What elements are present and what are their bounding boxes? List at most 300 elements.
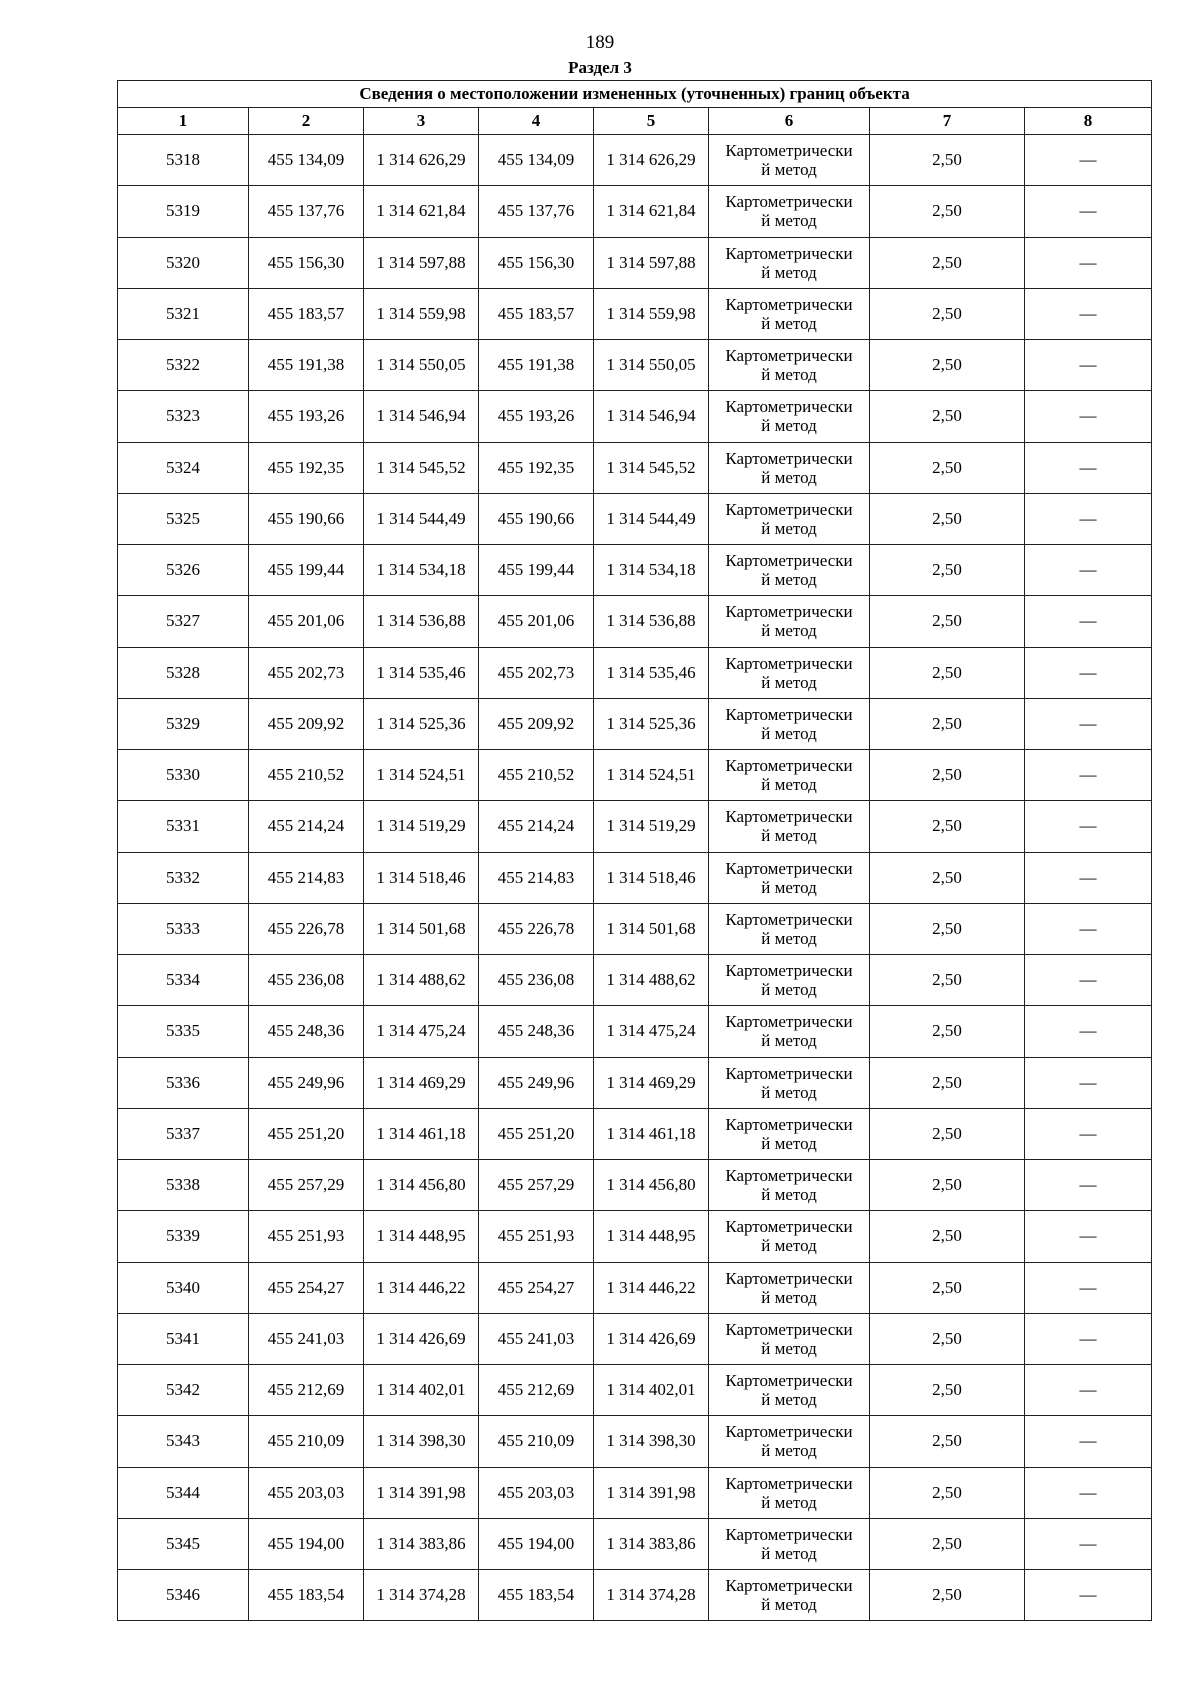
accuracy-value: 2,50 bbox=[870, 391, 1025, 442]
column-header: 6 bbox=[709, 108, 870, 135]
accuracy-value: 2,50 bbox=[870, 903, 1025, 954]
point-number: 5323 bbox=[118, 391, 249, 442]
x-coordinate-old: 455 156,30 bbox=[249, 237, 364, 288]
x-coordinate-new: 455 190,66 bbox=[479, 493, 594, 544]
x-coordinate-old: 455 134,09 bbox=[249, 135, 364, 186]
x-coordinate-new: 455 251,93 bbox=[479, 1211, 594, 1262]
table-row bbox=[118, 391, 1152, 442]
method-text-line1: Картометрически bbox=[725, 909, 853, 929]
x-coordinate-old: 455 248,36 bbox=[249, 1006, 364, 1057]
accuracy-value: 2,50 bbox=[870, 288, 1025, 339]
method-text-line2: й метод bbox=[761, 1031, 817, 1051]
y-coordinate-old: 1 314 402,01 bbox=[364, 1365, 479, 1416]
x-coordinate-old: 455 251,20 bbox=[249, 1108, 364, 1159]
x-coordinate-new: 455 236,08 bbox=[479, 955, 594, 1006]
y-coordinate-new: 1 314 383,86 bbox=[594, 1518, 709, 1569]
method-text-line1: Картометрически bbox=[725, 1319, 853, 1339]
note-value: — bbox=[1025, 135, 1152, 186]
y-coordinate-new: 1 314 374,28 bbox=[594, 1570, 709, 1621]
method-cell bbox=[709, 1570, 870, 1621]
table-row bbox=[118, 442, 1152, 493]
table-row bbox=[118, 852, 1152, 903]
point-number: 5343 bbox=[118, 1416, 249, 1467]
table-row bbox=[118, 1467, 1152, 1518]
y-coordinate-new: 1 314 621,84 bbox=[594, 186, 709, 237]
y-coordinate-old: 1 314 626,29 bbox=[364, 135, 479, 186]
note-value: — bbox=[1025, 340, 1152, 391]
point-number: 5328 bbox=[118, 647, 249, 698]
column-header: 5 bbox=[594, 108, 709, 135]
accuracy-value: 2,50 bbox=[870, 852, 1025, 903]
method-cell bbox=[709, 442, 870, 493]
table-row bbox=[118, 596, 1152, 647]
y-coordinate-new: 1 314 550,05 bbox=[594, 340, 709, 391]
column-header: 1 bbox=[118, 108, 249, 135]
y-coordinate-old: 1 314 469,29 bbox=[364, 1057, 479, 1108]
table-row bbox=[118, 801, 1152, 852]
method-text-line1: Картометрически bbox=[725, 141, 853, 161]
y-coordinate-new: 1 314 536,88 bbox=[594, 596, 709, 647]
point-number: 5334 bbox=[118, 955, 249, 1006]
accuracy-value: 2,50 bbox=[870, 1313, 1025, 1364]
method-text-line2: й метод bbox=[761, 211, 817, 231]
y-coordinate-new: 1 314 546,94 bbox=[594, 391, 709, 442]
method-text-line2: й метод bbox=[761, 1338, 817, 1358]
point-number: 5335 bbox=[118, 1006, 249, 1057]
y-coordinate-old: 1 314 525,36 bbox=[364, 698, 479, 749]
x-coordinate-new: 455 214,83 bbox=[479, 852, 594, 903]
method-cell bbox=[709, 647, 870, 698]
method-text-line2: й метод bbox=[761, 416, 817, 436]
table-row bbox=[118, 647, 1152, 698]
accuracy-value: 2,50 bbox=[870, 493, 1025, 544]
column-header: 2 bbox=[249, 108, 364, 135]
table-body bbox=[118, 135, 1152, 1621]
point-number: 5342 bbox=[118, 1365, 249, 1416]
method-text-line1: Картометрически bbox=[725, 397, 853, 417]
method-text-line1: Картометрически bbox=[725, 1371, 853, 1391]
accuracy-value: 2,50 bbox=[870, 1108, 1025, 1159]
method-text-line2: й метод bbox=[761, 365, 817, 385]
point-number: 5332 bbox=[118, 852, 249, 903]
note-value: — bbox=[1025, 698, 1152, 749]
x-coordinate-old: 455 210,52 bbox=[249, 750, 364, 801]
table-row bbox=[118, 1416, 1152, 1467]
table-row bbox=[118, 903, 1152, 954]
x-coordinate-old: 455 257,29 bbox=[249, 1160, 364, 1211]
x-coordinate-new: 455 226,78 bbox=[479, 903, 594, 954]
note-value: — bbox=[1025, 1365, 1152, 1416]
method-cell bbox=[709, 391, 870, 442]
method-cell bbox=[709, 186, 870, 237]
note-value: — bbox=[1025, 545, 1152, 596]
method-text-line1: Картометрически bbox=[725, 653, 853, 673]
x-coordinate-new: 455 241,03 bbox=[479, 1313, 594, 1364]
y-coordinate-old: 1 314 597,88 bbox=[364, 237, 479, 288]
method-text-line2: й метод bbox=[761, 1390, 817, 1410]
accuracy-value: 2,50 bbox=[870, 1518, 1025, 1569]
note-value: — bbox=[1025, 1108, 1152, 1159]
y-coordinate-new: 1 314 519,29 bbox=[594, 801, 709, 852]
method-text-line1: Картометрически bbox=[725, 858, 853, 878]
accuracy-value: 2,50 bbox=[870, 698, 1025, 749]
y-coordinate-new: 1 314 524,51 bbox=[594, 750, 709, 801]
accuracy-value: 2,50 bbox=[870, 1467, 1025, 1518]
table-row bbox=[118, 1365, 1152, 1416]
method-cell bbox=[709, 1262, 870, 1313]
note-value: — bbox=[1025, 1006, 1152, 1057]
accuracy-value: 2,50 bbox=[870, 955, 1025, 1006]
method-cell bbox=[709, 493, 870, 544]
point-number: 5321 bbox=[118, 288, 249, 339]
y-coordinate-new: 1 314 426,69 bbox=[594, 1313, 709, 1364]
method-text-line2: й метод bbox=[761, 1185, 817, 1205]
x-coordinate-new: 455 191,38 bbox=[479, 340, 594, 391]
y-coordinate-old: 1 314 534,18 bbox=[364, 545, 479, 596]
y-coordinate-old: 1 314 545,52 bbox=[364, 442, 479, 493]
note-value: — bbox=[1025, 288, 1152, 339]
method-text-line1: Картометрически bbox=[725, 756, 853, 776]
accuracy-value: 2,50 bbox=[870, 1262, 1025, 1313]
accuracy-value: 2,50 bbox=[870, 750, 1025, 801]
note-value: — bbox=[1025, 750, 1152, 801]
point-number: 5345 bbox=[118, 1518, 249, 1569]
method-text-line1: Картометрически bbox=[725, 602, 853, 622]
point-number: 5341 bbox=[118, 1313, 249, 1364]
method-text-line1: Картометрически bbox=[725, 807, 853, 827]
accuracy-value: 2,50 bbox=[870, 545, 1025, 596]
table-row bbox=[118, 237, 1152, 288]
y-coordinate-old: 1 314 550,05 bbox=[364, 340, 479, 391]
x-coordinate-new: 455 203,03 bbox=[479, 1467, 594, 1518]
method-text-line2: й метод bbox=[761, 1441, 817, 1461]
point-number: 5322 bbox=[118, 340, 249, 391]
y-coordinate-old: 1 314 559,98 bbox=[364, 288, 479, 339]
note-value: — bbox=[1025, 1313, 1152, 1364]
note-value: — bbox=[1025, 1211, 1152, 1262]
method-cell bbox=[709, 288, 870, 339]
method-cell bbox=[709, 852, 870, 903]
x-coordinate-old: 455 226,78 bbox=[249, 903, 364, 954]
y-coordinate-old: 1 314 383,86 bbox=[364, 1518, 479, 1569]
y-coordinate-old: 1 314 391,98 bbox=[364, 1467, 479, 1518]
method-text-line2: й метод bbox=[761, 928, 817, 948]
method-text-line2: й метод bbox=[761, 1236, 817, 1256]
method-text-line2: й метод bbox=[761, 877, 817, 897]
method-cell bbox=[709, 750, 870, 801]
method-cell bbox=[709, 1365, 870, 1416]
table-row bbox=[118, 750, 1152, 801]
x-coordinate-new: 455 201,06 bbox=[479, 596, 594, 647]
x-coordinate-new: 455 210,52 bbox=[479, 750, 594, 801]
x-coordinate-new: 455 194,00 bbox=[479, 1518, 594, 1569]
method-text-line2: й метод bbox=[761, 980, 817, 1000]
point-number: 5318 bbox=[118, 135, 249, 186]
y-coordinate-new: 1 314 448,95 bbox=[594, 1211, 709, 1262]
x-coordinate-old: 455 193,26 bbox=[249, 391, 364, 442]
method-text-line1: Картометрически bbox=[725, 1576, 853, 1596]
method-cell bbox=[709, 698, 870, 749]
method-text-line2: й метод bbox=[761, 1287, 817, 1307]
method-text-line2: й метод bbox=[761, 160, 817, 180]
table-row bbox=[118, 1313, 1152, 1364]
method-text-line1: Картометрически bbox=[725, 1217, 853, 1237]
method-cell bbox=[709, 955, 870, 1006]
point-number: 5336 bbox=[118, 1057, 249, 1108]
y-coordinate-old: 1 314 546,94 bbox=[364, 391, 479, 442]
method-text-line2: й метод bbox=[761, 467, 817, 487]
x-coordinate-old: 455 251,93 bbox=[249, 1211, 364, 1262]
method-text-line1: Картометрически bbox=[725, 1473, 853, 1493]
y-coordinate-new: 1 314 475,24 bbox=[594, 1006, 709, 1057]
section-title: Раздел 3 bbox=[568, 58, 632, 77]
table-row bbox=[118, 135, 1152, 186]
y-coordinate-new: 1 314 391,98 bbox=[594, 1467, 709, 1518]
y-coordinate-old: 1 314 621,84 bbox=[364, 186, 479, 237]
method-cell bbox=[709, 1057, 870, 1108]
method-text-line1: Картометрически bbox=[725, 704, 853, 724]
y-coordinate-new: 1 314 501,68 bbox=[594, 903, 709, 954]
x-coordinate-old: 455 209,92 bbox=[249, 698, 364, 749]
y-coordinate-old: 1 314 501,68 bbox=[364, 903, 479, 954]
method-text-line1: Картометрически bbox=[725, 1012, 853, 1032]
x-coordinate-new: 455 214,24 bbox=[479, 801, 594, 852]
method-text-line1: Картометрически bbox=[725, 1166, 853, 1186]
x-coordinate-new: 455 249,96 bbox=[479, 1057, 594, 1108]
method-cell bbox=[709, 340, 870, 391]
column-header: 8 bbox=[1025, 108, 1152, 135]
point-number: 5331 bbox=[118, 801, 249, 852]
point-number: 5320 bbox=[118, 237, 249, 288]
method-cell bbox=[709, 596, 870, 647]
method-cell bbox=[709, 801, 870, 852]
method-text-line2: й метод bbox=[761, 262, 817, 282]
method-text-line1: Картометрически bbox=[725, 1268, 853, 1288]
note-value: — bbox=[1025, 596, 1152, 647]
point-number: 5337 bbox=[118, 1108, 249, 1159]
note-value: — bbox=[1025, 903, 1152, 954]
point-number: 5344 bbox=[118, 1467, 249, 1518]
note-value: — bbox=[1025, 1160, 1152, 1211]
y-coordinate-old: 1 314 518,46 bbox=[364, 852, 479, 903]
method-text-line2: й метод bbox=[761, 570, 817, 590]
note-value: — bbox=[1025, 1262, 1152, 1313]
table-row bbox=[118, 1262, 1152, 1313]
method-cell bbox=[709, 1416, 870, 1467]
point-number: 5326 bbox=[118, 545, 249, 596]
accuracy-value: 2,50 bbox=[870, 801, 1025, 852]
y-coordinate-new: 1 314 559,98 bbox=[594, 288, 709, 339]
y-coordinate-new: 1 314 525,36 bbox=[594, 698, 709, 749]
method-text-line2: й метод bbox=[761, 1492, 817, 1512]
method-text-line1: Картометрически bbox=[725, 961, 853, 981]
accuracy-value: 2,50 bbox=[870, 596, 1025, 647]
y-coordinate-new: 1 314 597,88 bbox=[594, 237, 709, 288]
x-coordinate-new: 455 251,20 bbox=[479, 1108, 594, 1159]
point-number: 5325 bbox=[118, 493, 249, 544]
note-value: — bbox=[1025, 1518, 1152, 1569]
table-row bbox=[118, 1006, 1152, 1057]
table-row bbox=[118, 1108, 1152, 1159]
method-text-line1: Картометрически bbox=[725, 1422, 853, 1442]
y-coordinate-new: 1 314 545,52 bbox=[594, 442, 709, 493]
point-number: 5319 bbox=[118, 186, 249, 237]
note-value: — bbox=[1025, 801, 1152, 852]
y-coordinate-new: 1 314 461,18 bbox=[594, 1108, 709, 1159]
x-coordinate-new: 455 248,36 bbox=[479, 1006, 594, 1057]
table-row bbox=[118, 698, 1152, 749]
note-value: — bbox=[1025, 186, 1152, 237]
x-coordinate-old: 455 212,69 bbox=[249, 1365, 364, 1416]
method-text-line2: й метод bbox=[761, 1082, 817, 1102]
table-row bbox=[118, 186, 1152, 237]
x-coordinate-old: 455 201,06 bbox=[249, 596, 364, 647]
note-value: — bbox=[1025, 1416, 1152, 1467]
note-value: — bbox=[1025, 955, 1152, 1006]
x-coordinate-new: 455 183,54 bbox=[479, 1570, 594, 1621]
point-number: 5329 bbox=[118, 698, 249, 749]
method-text-line1: Картометрически bbox=[725, 294, 853, 314]
x-coordinate-old: 455 191,38 bbox=[249, 340, 364, 391]
method-text-line2: й метод bbox=[761, 518, 817, 538]
y-coordinate-old: 1 314 524,51 bbox=[364, 750, 479, 801]
y-coordinate-new: 1 314 534,18 bbox=[594, 545, 709, 596]
x-coordinate-new: 455 199,44 bbox=[479, 545, 594, 596]
x-coordinate-old: 455 203,03 bbox=[249, 1467, 364, 1518]
y-coordinate-new: 1 314 488,62 bbox=[594, 955, 709, 1006]
table-row bbox=[118, 955, 1152, 1006]
x-coordinate-new: 455 137,76 bbox=[479, 186, 594, 237]
note-value: — bbox=[1025, 391, 1152, 442]
x-coordinate-old: 455 137,76 bbox=[249, 186, 364, 237]
y-coordinate-old: 1 314 456,80 bbox=[364, 1160, 479, 1211]
y-coordinate-old: 1 314 461,18 bbox=[364, 1108, 479, 1159]
x-coordinate-old: 455 183,54 bbox=[249, 1570, 364, 1621]
y-coordinate-old: 1 314 398,30 bbox=[364, 1416, 479, 1467]
method-text-line1: Картометрически bbox=[725, 499, 853, 519]
y-coordinate-old: 1 314 374,28 bbox=[364, 1570, 479, 1621]
note-value: — bbox=[1025, 1057, 1152, 1108]
table-row bbox=[118, 1160, 1152, 1211]
point-number: 5333 bbox=[118, 903, 249, 954]
point-number: 5327 bbox=[118, 596, 249, 647]
method-cell bbox=[709, 135, 870, 186]
y-coordinate-new: 1 314 456,80 bbox=[594, 1160, 709, 1211]
method-cell bbox=[709, 1467, 870, 1518]
method-text-line2: й метод bbox=[761, 826, 817, 846]
x-coordinate-old: 455 194,00 bbox=[249, 1518, 364, 1569]
page-number: 189 bbox=[585, 32, 615, 53]
x-coordinate-new: 455 202,73 bbox=[479, 647, 594, 698]
method-text-line2: й метод bbox=[761, 621, 817, 641]
table-row bbox=[118, 1057, 1152, 1108]
method-text-line1: Картометрически bbox=[725, 1114, 853, 1134]
x-coordinate-new: 455 212,69 bbox=[479, 1365, 594, 1416]
method-text-line1: Картометрически bbox=[725, 448, 853, 468]
method-text-line2: й метод bbox=[761, 672, 817, 692]
table-row bbox=[118, 493, 1152, 544]
method-text-line2: й метод bbox=[761, 723, 817, 743]
accuracy-value: 2,50 bbox=[870, 442, 1025, 493]
x-coordinate-old: 455 241,03 bbox=[249, 1313, 364, 1364]
table-row bbox=[118, 340, 1152, 391]
y-coordinate-new: 1 314 469,29 bbox=[594, 1057, 709, 1108]
x-coordinate-old: 455 192,35 bbox=[249, 442, 364, 493]
point-number: 5338 bbox=[118, 1160, 249, 1211]
accuracy-value: 2,50 bbox=[870, 1057, 1025, 1108]
x-coordinate-old: 455 236,08 bbox=[249, 955, 364, 1006]
method-text-line2: й метод bbox=[761, 1595, 817, 1615]
accuracy-value: 2,50 bbox=[870, 1006, 1025, 1057]
note-value: — bbox=[1025, 647, 1152, 698]
accuracy-value: 2,50 bbox=[870, 340, 1025, 391]
note-value: — bbox=[1025, 1467, 1152, 1518]
accuracy-value: 2,50 bbox=[870, 237, 1025, 288]
method-text-line2: й метод bbox=[761, 775, 817, 795]
point-number: 5340 bbox=[118, 1262, 249, 1313]
note-value: — bbox=[1025, 1570, 1152, 1621]
method-text-line2: й метод bbox=[761, 1133, 817, 1153]
x-coordinate-old: 455 249,96 bbox=[249, 1057, 364, 1108]
column-header-row bbox=[118, 108, 1152, 135]
y-coordinate-new: 1 314 518,46 bbox=[594, 852, 709, 903]
x-coordinate-new: 455 193,26 bbox=[479, 391, 594, 442]
x-coordinate-old: 455 210,09 bbox=[249, 1416, 364, 1467]
x-coordinate-new: 455 183,57 bbox=[479, 288, 594, 339]
method-cell bbox=[709, 237, 870, 288]
method-text-line1: Картометрически bbox=[725, 346, 853, 366]
accuracy-value: 2,50 bbox=[870, 1211, 1025, 1262]
point-number: 5339 bbox=[118, 1211, 249, 1262]
x-coordinate-new: 455 192,35 bbox=[479, 442, 594, 493]
method-cell bbox=[709, 545, 870, 596]
x-coordinate-new: 455 209,92 bbox=[479, 698, 594, 749]
method-text-line1: Картометрически bbox=[725, 1063, 853, 1083]
x-coordinate-new: 455 210,09 bbox=[479, 1416, 594, 1467]
table-row bbox=[118, 1570, 1152, 1621]
y-coordinate-new: 1 314 446,22 bbox=[594, 1262, 709, 1313]
method-cell bbox=[709, 1313, 870, 1364]
note-value: — bbox=[1025, 493, 1152, 544]
y-coordinate-new: 1 314 402,01 bbox=[594, 1365, 709, 1416]
y-coordinate-old: 1 314 488,62 bbox=[364, 955, 479, 1006]
table-row bbox=[118, 1518, 1152, 1569]
table-row bbox=[118, 288, 1152, 339]
x-coordinate-old: 455 183,57 bbox=[249, 288, 364, 339]
y-coordinate-new: 1 314 626,29 bbox=[594, 135, 709, 186]
y-coordinate-new: 1 314 544,49 bbox=[594, 493, 709, 544]
x-coordinate-new: 455 254,27 bbox=[479, 1262, 594, 1313]
method-cell bbox=[709, 1108, 870, 1159]
method-cell bbox=[709, 1160, 870, 1211]
y-coordinate-new: 1 314 398,30 bbox=[594, 1416, 709, 1467]
column-header: 3 bbox=[364, 108, 479, 135]
y-coordinate-old: 1 314 426,69 bbox=[364, 1313, 479, 1364]
method-cell bbox=[709, 1006, 870, 1057]
column-header: 4 bbox=[479, 108, 594, 135]
method-text-line2: й метод bbox=[761, 1543, 817, 1563]
x-coordinate-old: 455 214,83 bbox=[249, 852, 364, 903]
point-number: 5346 bbox=[118, 1570, 249, 1621]
method-cell bbox=[709, 903, 870, 954]
accuracy-value: 2,50 bbox=[870, 1365, 1025, 1416]
y-coordinate-old: 1 314 536,88 bbox=[364, 596, 479, 647]
table-row bbox=[118, 545, 1152, 596]
y-coordinate-old: 1 314 535,46 bbox=[364, 647, 479, 698]
table-row bbox=[118, 1211, 1152, 1262]
table-caption: Сведения о местоположении измененных (уточненных) границ объекта bbox=[118, 81, 1152, 108]
method-text-line1: Картометрически bbox=[725, 1524, 853, 1544]
